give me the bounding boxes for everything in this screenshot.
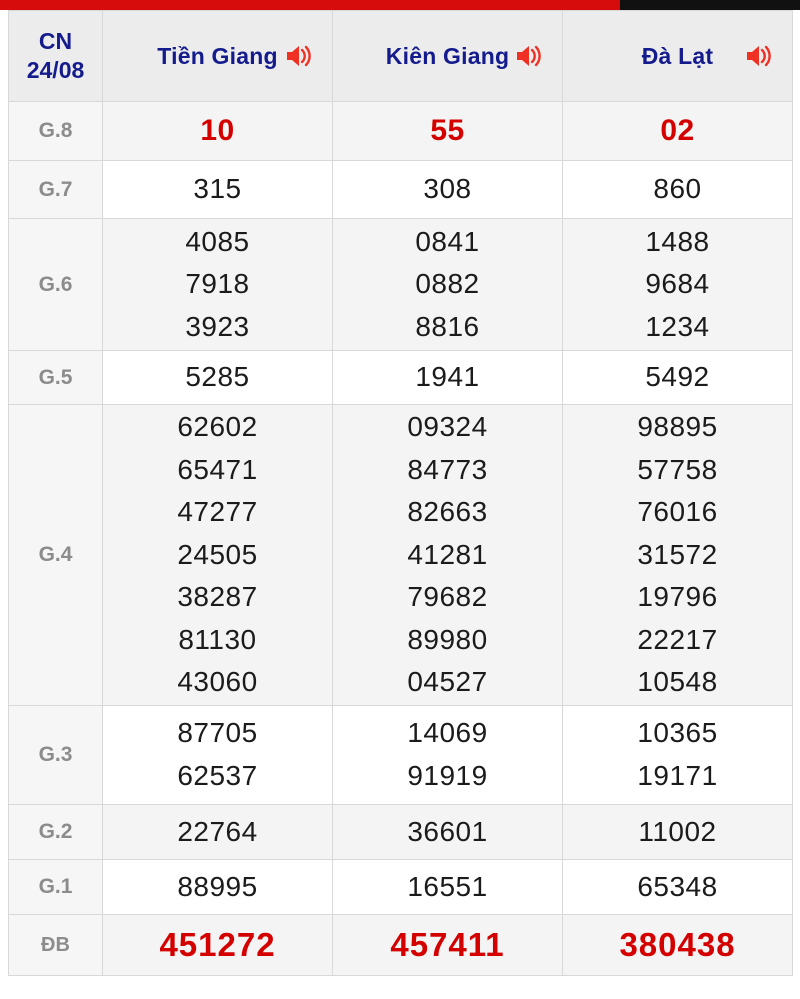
prize-number-cell bbox=[333, 219, 563, 351]
prize-number: 65471 bbox=[177, 453, 258, 485]
lottery-results-table bbox=[8, 10, 793, 976]
top-bar-red-segment bbox=[0, 0, 620, 10]
prize-number-cell bbox=[563, 102, 793, 161]
speaker-icon[interactable] bbox=[514, 41, 544, 71]
prize-label-cell: G.4 bbox=[9, 405, 103, 706]
prize-number-cell bbox=[103, 219, 333, 351]
prize-number-cell bbox=[103, 860, 333, 915]
number-stack bbox=[333, 920, 562, 970]
prize-number: 24505 bbox=[177, 538, 258, 570]
prize-number: 0841 bbox=[415, 225, 480, 257]
prize-number: 62602 bbox=[177, 411, 258, 443]
header-row bbox=[9, 11, 793, 102]
number-stack bbox=[563, 168, 792, 211]
prize-number-cell bbox=[563, 706, 793, 805]
prize-number: 55 bbox=[430, 114, 465, 148]
number-stack bbox=[333, 221, 562, 349]
province-header-da-lat bbox=[563, 11, 793, 102]
prize-number: 04527 bbox=[407, 666, 488, 698]
number-stack bbox=[103, 406, 332, 704]
prize-number-cell bbox=[103, 351, 333, 405]
date-header-cell bbox=[9, 11, 103, 102]
province-header-tien-giang bbox=[103, 11, 333, 102]
prize-number-cell bbox=[563, 860, 793, 915]
table-row bbox=[9, 102, 793, 161]
number-stack bbox=[563, 712, 792, 797]
number-stack bbox=[103, 221, 332, 349]
prize-number: 860 bbox=[653, 173, 702, 205]
province-name-label: Tiền Giang bbox=[157, 42, 278, 69]
prize-number: 88995 bbox=[177, 870, 258, 902]
prize-number: 38287 bbox=[177, 581, 258, 613]
table-row bbox=[9, 161, 793, 219]
prize-number: 1941 bbox=[415, 361, 480, 393]
number-stack bbox=[103, 811, 332, 854]
prize-label-cell: G.1 bbox=[9, 860, 103, 915]
prize-number: 451272 bbox=[159, 925, 276, 963]
prize-number-cell bbox=[563, 351, 793, 405]
prize-number-cell bbox=[333, 161, 563, 219]
prize-number: 19796 bbox=[637, 581, 718, 613]
table-row bbox=[9, 351, 793, 405]
prize-number-cell bbox=[333, 405, 563, 706]
prize-number: 5492 bbox=[645, 361, 710, 393]
number-stack bbox=[563, 406, 792, 704]
prize-number: 19171 bbox=[637, 760, 718, 791]
number-stack bbox=[333, 712, 562, 797]
number-stack bbox=[103, 866, 332, 909]
prize-number-cell bbox=[563, 915, 793, 976]
prize-number-cell bbox=[563, 219, 793, 351]
number-stack bbox=[103, 712, 332, 797]
table-header bbox=[9, 11, 793, 102]
prize-number: 9684 bbox=[645, 268, 710, 300]
prize-number: 22217 bbox=[637, 623, 718, 655]
top-bar bbox=[0, 0, 800, 10]
number-stack bbox=[333, 811, 562, 854]
prize-label-cell: G.6 bbox=[9, 219, 103, 351]
prize-number: 84773 bbox=[407, 453, 488, 485]
number-stack bbox=[333, 108, 562, 154]
prize-number-cell bbox=[333, 706, 563, 805]
prize-number: 10365 bbox=[637, 717, 718, 749]
prize-number: 10 bbox=[200, 114, 235, 148]
prize-number: 380438 bbox=[619, 925, 736, 963]
prize-number: 41281 bbox=[407, 538, 488, 570]
prize-number: 1488 bbox=[645, 225, 710, 257]
number-stack bbox=[563, 920, 792, 970]
prize-number: 65348 bbox=[637, 870, 718, 902]
speaker-icon[interactable] bbox=[744, 41, 774, 71]
prize-number: 5285 bbox=[185, 361, 250, 393]
prize-number: 98895 bbox=[637, 411, 718, 443]
prize-number-cell bbox=[103, 805, 333, 860]
number-stack bbox=[563, 866, 792, 909]
prize-number: 308 bbox=[423, 173, 472, 205]
prize-number: 02 bbox=[660, 114, 695, 148]
prize-number: 11002 bbox=[638, 815, 717, 847]
prize-number: 1234 bbox=[645, 310, 710, 342]
prize-number: 62537 bbox=[177, 760, 258, 791]
province-name-label: Đà Lạt bbox=[641, 42, 714, 69]
number-stack bbox=[103, 168, 332, 211]
table-row bbox=[9, 706, 793, 805]
prize-number: 47277 bbox=[177, 496, 258, 528]
prize-number: 79682 bbox=[407, 581, 488, 613]
prize-label-cell: ĐB bbox=[9, 915, 103, 976]
number-stack bbox=[103, 108, 332, 154]
prize-number-cell bbox=[103, 102, 333, 161]
prize-number-cell bbox=[333, 915, 563, 976]
province-name-label: Kiên Giang bbox=[385, 42, 510, 69]
number-stack bbox=[103, 356, 332, 399]
number-stack bbox=[103, 920, 332, 970]
prize-number: 57758 bbox=[637, 453, 718, 485]
number-stack bbox=[333, 356, 562, 399]
prize-label-cell: G.7 bbox=[9, 161, 103, 219]
table-row bbox=[9, 219, 793, 351]
number-stack bbox=[563, 811, 792, 854]
prize-number: 36601 bbox=[407, 815, 488, 847]
prize-number-cell bbox=[333, 102, 563, 161]
table-row bbox=[9, 860, 793, 915]
prize-label-cell: G.5 bbox=[9, 351, 103, 405]
prize-number: 8816 bbox=[415, 310, 480, 342]
table-body bbox=[9, 102, 793, 976]
prize-number-cell bbox=[563, 161, 793, 219]
number-stack bbox=[563, 108, 792, 154]
prize-label-cell: G.8 bbox=[9, 102, 103, 161]
prize-number: 4085 bbox=[185, 225, 250, 257]
prize-number-cell bbox=[103, 161, 333, 219]
prize-number-cell bbox=[333, 860, 563, 915]
table-row bbox=[9, 405, 793, 706]
prize-label-cell: G.2 bbox=[9, 805, 103, 860]
prize-number: 31572 bbox=[637, 538, 718, 570]
prize-number-cell bbox=[103, 706, 333, 805]
prize-number: 76016 bbox=[637, 496, 718, 528]
speaker-icon[interactable] bbox=[284, 41, 314, 71]
prize-number: 89980 bbox=[407, 623, 488, 655]
prize-number: 22764 bbox=[177, 815, 258, 847]
number-stack bbox=[333, 866, 562, 909]
prize-number: 91919 bbox=[407, 760, 488, 791]
prize-number: 87705 bbox=[177, 717, 258, 749]
prize-number: 457411 bbox=[390, 925, 505, 963]
prize-number-cell bbox=[103, 405, 333, 706]
prize-number-cell bbox=[563, 405, 793, 706]
prize-number-cell bbox=[333, 351, 563, 405]
prize-number: 7918 bbox=[185, 268, 250, 300]
prize-label-cell: G.3 bbox=[9, 706, 103, 805]
number-stack bbox=[563, 356, 792, 399]
prize-number: 09324 bbox=[407, 411, 488, 443]
prize-number: 10548 bbox=[637, 666, 718, 698]
table-row bbox=[9, 805, 793, 860]
prize-number: 43060 bbox=[177, 666, 258, 698]
province-header-kien-giang bbox=[333, 11, 563, 102]
prize-number-cell bbox=[103, 915, 333, 976]
date-weekday: CN bbox=[38, 28, 73, 55]
prize-number: 81130 bbox=[178, 623, 257, 655]
prize-number: 16551 bbox=[407, 870, 488, 902]
prize-number: 315 bbox=[193, 173, 242, 205]
date-day-month: 24/08 bbox=[26, 57, 85, 83]
prize-number-cell bbox=[333, 805, 563, 860]
prize-number-cell bbox=[563, 805, 793, 860]
prize-number: 3923 bbox=[185, 310, 250, 342]
prize-number: 14069 bbox=[407, 717, 488, 749]
number-stack bbox=[333, 168, 562, 211]
number-stack bbox=[333, 406, 562, 704]
table-row bbox=[9, 915, 793, 976]
number-stack bbox=[563, 221, 792, 349]
prize-number: 82663 bbox=[407, 496, 488, 528]
prize-number: 0882 bbox=[415, 268, 480, 300]
